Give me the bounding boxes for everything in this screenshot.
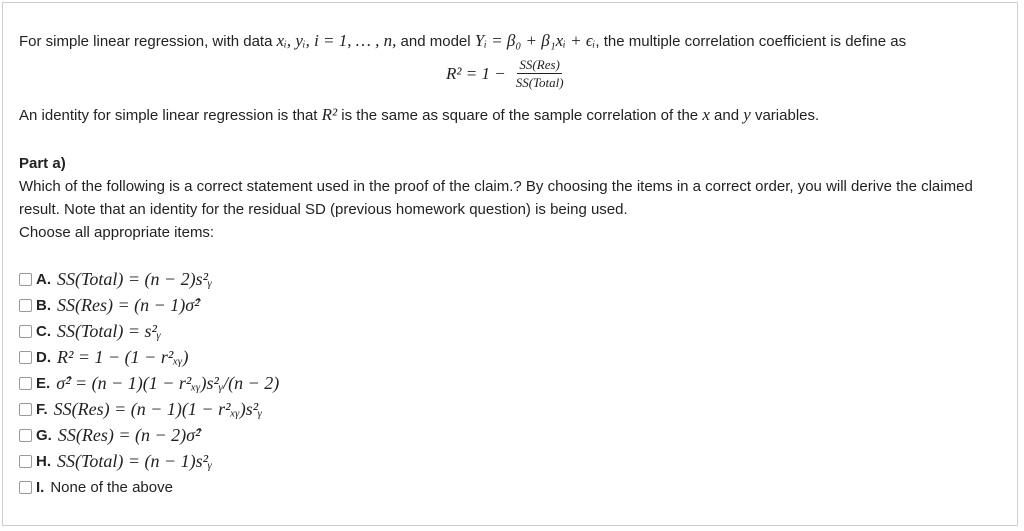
option-letter: H.	[36, 452, 51, 470]
option-c[interactable]	[19, 318, 1014, 344]
option-letter: C.	[36, 322, 51, 340]
option-b-checkbox[interactable]	[19, 299, 32, 312]
identity-text-4: variables.	[750, 107, 820, 124]
option-letter: E.	[36, 374, 51, 392]
option-d-checkbox[interactable]	[19, 351, 32, 364]
identity-text-1: An identity for simple linear regression is that	[19, 107, 322, 124]
option-letter: G.	[36, 426, 52, 444]
identity-math-r2: R²	[321, 105, 338, 124]
option-letter: D.	[36, 348, 51, 366]
formula-numerator: SS(Res)	[519, 57, 560, 72]
option-text: SS(Res) = (n − 1)σ̂²	[57, 294, 200, 315]
intro-math-model: Yᵢ = β₀ + β₁xᵢ + ϵᵢ	[474, 31, 596, 50]
option-text: SS(Res) = (n − 1)(1 − r²ₓᵧ)s²ᵧ	[53, 398, 263, 419]
option-text: SS(Total) = (n − 1)s²ᵧ	[57, 450, 213, 471]
formula-lhs: R² = 1 −	[446, 64, 506, 83]
identity-math-x: x	[702, 105, 710, 124]
identity-text-2: is the same as square of the sample correlation of the	[337, 107, 703, 124]
intro-text-3: , the multiple correlation coefficient is define as	[595, 33, 907, 50]
option-letter: B.	[36, 296, 51, 314]
option-text: SS(Res) = (n − 2)σ̂²	[57, 424, 201, 445]
identity-paragraph	[19, 103, 1014, 127]
option-d[interactable]	[19, 344, 1014, 370]
option-f-checkbox[interactable]	[19, 403, 32, 416]
intro-math-data: xᵢ, yᵢ, i = 1, … , n,	[276, 31, 397, 50]
intro-text-2: and model	[396, 33, 475, 50]
intro-paragraph	[19, 29, 1014, 53]
option-g[interactable]	[19, 422, 1014, 448]
part-question: Which of the following is a correct statement used in the proof of the claim.? By choosing the items in a correct order, you will derive the claimed result. Note that an identity for the residual SD (previous homework question) is being used.	[19, 178, 973, 218]
formula-denominator: SS(Total)	[515, 75, 564, 90]
option-c-checkbox[interactable]	[19, 325, 32, 338]
option-f[interactable]	[19, 396, 1014, 422]
option-i[interactable]	[19, 474, 1014, 500]
part-instruction: Choose all appropriate items:	[19, 224, 215, 241]
option-text: σ̂² = (n − 1)(1 − r²ₓᵧ)s²ᵧ/(n − 2)	[56, 372, 280, 393]
option-a-checkbox[interactable]	[19, 273, 32, 286]
option-text: SS(Total) = s²ᵧ	[57, 320, 162, 341]
identity-math-y: y	[743, 105, 751, 124]
option-h-checkbox[interactable]	[19, 455, 32, 468]
identity-text-3: and	[709, 107, 744, 124]
option-e[interactable]	[19, 370, 1014, 396]
option-a[interactable]	[19, 266, 1014, 292]
option-letter: I.	[36, 478, 45, 496]
part-title: Part a)	[19, 155, 66, 172]
option-text: R² = 1 − (1 − r²ₓᵧ)	[57, 346, 189, 367]
option-letter: F.	[36, 400, 48, 418]
option-letter: A.	[36, 270, 51, 288]
option-e-checkbox[interactable]	[19, 377, 32, 390]
option-text: None of the above	[50, 478, 173, 496]
question-content	[19, 29, 1014, 500]
intro-text-1: For simple linear regression, with data	[19, 33, 277, 50]
option-g-checkbox[interactable]	[19, 429, 32, 442]
option-i-checkbox[interactable]	[19, 481, 32, 494]
formula-fraction	[514, 57, 566, 90]
options-list	[19, 266, 1014, 500]
r-squared-formula	[446, 57, 566, 90]
option-b[interactable]	[19, 292, 1014, 318]
option-h[interactable]	[19, 448, 1014, 474]
r-squared-formula-row	[19, 53, 1014, 103]
option-text: SS(Total) = (n − 2)s²ᵧ	[57, 268, 213, 289]
question-panel	[2, 2, 1018, 526]
